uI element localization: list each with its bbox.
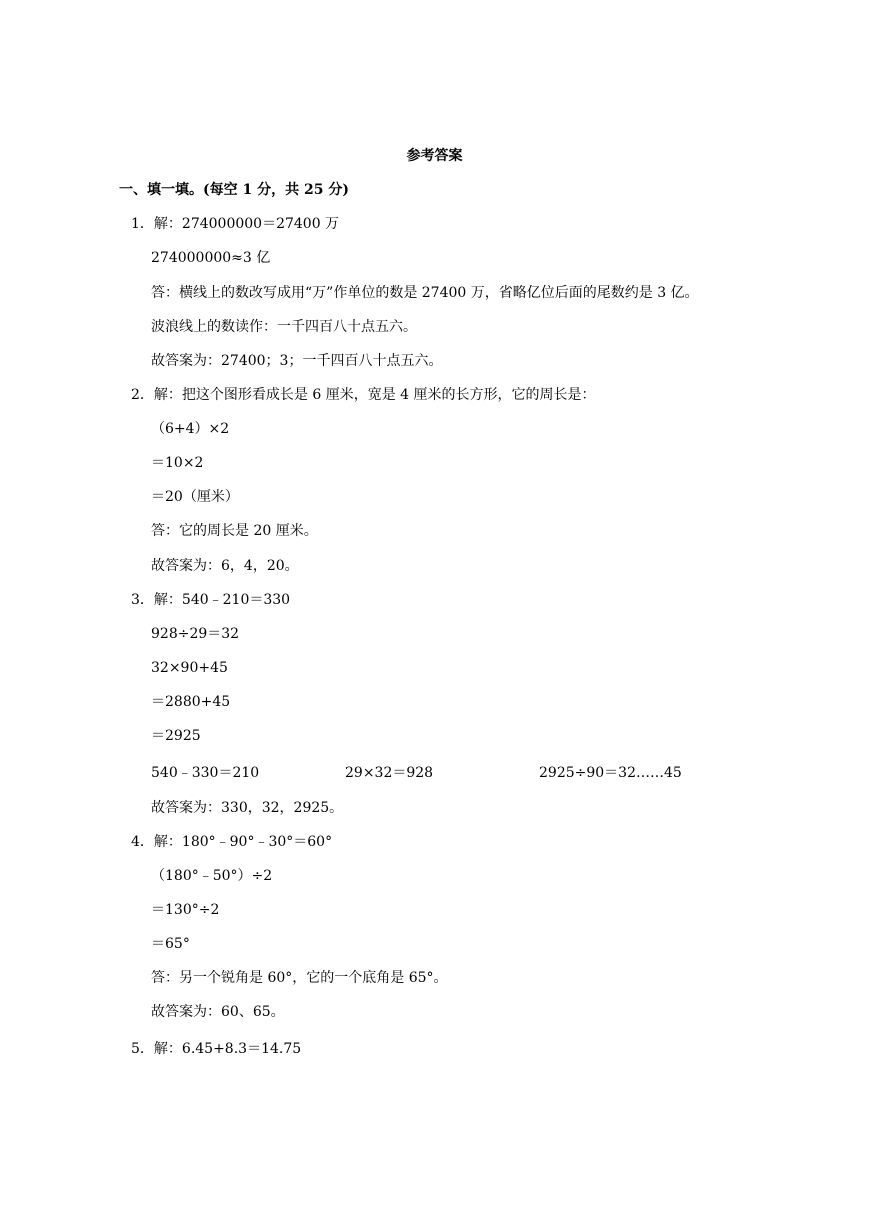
answer-4-head: 4．解：180°﹣90°﹣30°＝60° <box>131 834 333 850</box>
answer-3-line: ＝2925 <box>151 728 201 744</box>
answer-3-check-3: 2925÷90＝32……45 <box>539 765 682 781</box>
answer-4-line: （180°﹣50°）÷2 <box>151 868 273 884</box>
section-heading-fill-in: 一、填一填。(每空 1 分，共 25 分) <box>119 182 349 198</box>
page-title: 参考答案 <box>406 148 463 164</box>
answer-4-line: 故答案为：60、65。 <box>151 1004 285 1020</box>
answer-1-line: 274000000≈3 亿 <box>151 250 271 266</box>
answer-1-head: 1．解：274000000＝27400 万 <box>131 216 340 232</box>
answer-3-head: 3．解：540﹣210＝330 <box>131 592 291 608</box>
answer-1-line: 故答案为：27400；3；一千四百八十点五六。 <box>151 353 443 369</box>
answer-3-line: 32×90+45 <box>151 660 228 676</box>
answer-2-line: ＝10×2 <box>151 455 204 471</box>
answer-4-line: ＝65° <box>151 936 190 952</box>
answer-5-head: 5．解：6.45+8.3＝14.75 <box>131 1041 302 1057</box>
answer-2-line: ＝20（厘米） <box>151 489 239 505</box>
answer-4-line: 答：另一个锐角是 60°，它的一个底角是 65°。 <box>151 970 448 986</box>
answer-3-line: 故答案为：330，32，2925。 <box>151 800 344 816</box>
answer-4-line: ＝130°÷2 <box>151 902 220 918</box>
answer-1-line: 答：横线上的数改写成用“万”作单位的数是 27400 万，省略亿位后面的尾数约是 3 亿。 <box>151 285 699 301</box>
answer-2-line: （6+4）×2 <box>151 421 230 437</box>
answer-1-line: 波浪线上的数读作：一千四百八十点五六。 <box>151 319 417 335</box>
answer-2-head: 2．解：把这个图形看成长是 6 厘米，宽是 4 厘米的长方形，它的周长是： <box>131 387 596 403</box>
answer-2-line: 故答案为：6，4，20。 <box>151 558 299 574</box>
answer-3-check-2: 29×32＝928 <box>345 765 434 781</box>
answer-2-line: 答：它的周长是 20 厘米。 <box>151 523 318 539</box>
answer-3-check-1: 540﹣330＝210 <box>151 765 260 781</box>
answer-3-line: ＝2880+45 <box>151 694 231 710</box>
answer-3-line: 928÷29＝32 <box>151 626 240 642</box>
